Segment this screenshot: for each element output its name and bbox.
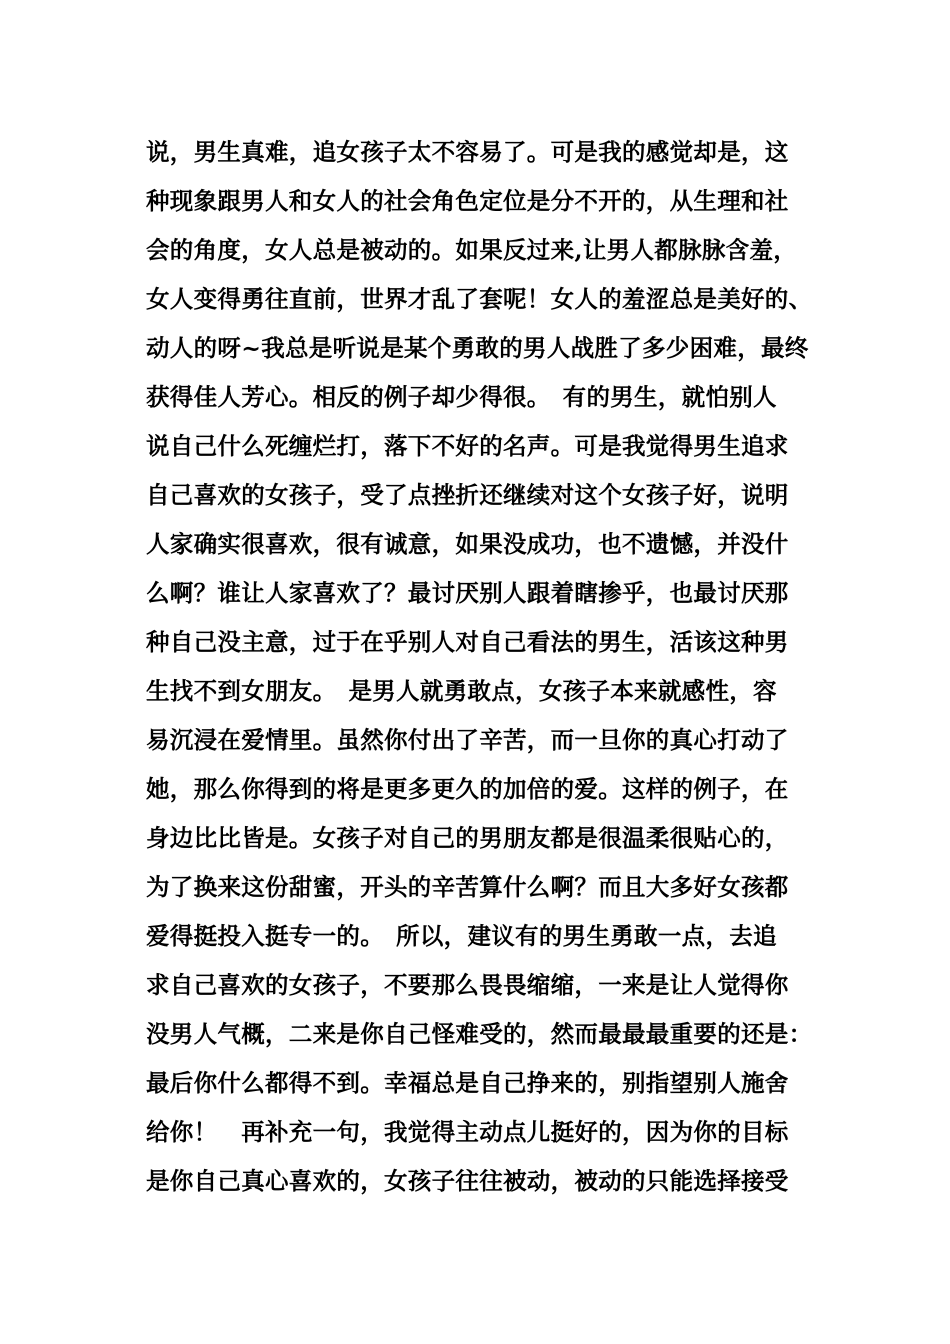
text-line: 女人变得勇往直前，世界才乱了套呢！女人的羞涩总是美好的、 — [146, 285, 813, 313]
text-line: 她，那么你得到的将是更多更久的加倍的爱。这样的例子，在 — [146, 775, 789, 803]
text-line: 种现象跟男人和女人的社会角色定位是分不开的，从生理和社 — [146, 187, 789, 215]
text-line: 易沉浸在爱情里。虽然你付出了辛苦，而一旦你的真心打动了 — [146, 726, 789, 754]
text-line: 动人的呀~我总是听说是某个勇敢的男人战胜了多少困难，最终 — [146, 334, 809, 362]
text-line: 为了换来这份甜蜜，开头的辛苦算什么啊？而且大多好女孩都 — [146, 873, 789, 901]
text-line: 是你自己真心喜欢的，女孩子往往被动，被动的只能选择接受 — [146, 1167, 789, 1195]
text-line: 给你！ 再补充一句，我觉得主动点儿挺好的，因为你的目标 — [146, 1118, 789, 1146]
text-line: 求自己喜欢的女孩子，不要那么畏畏缩缩，一来是让人觉得你 — [146, 971, 789, 999]
text-line: 么啊？谁让人家喜欢了？最讨厌别人跟着瞎掺乎，也最讨厌那 — [146, 579, 789, 607]
text-line: 生找不到女朋友。 是男人就勇敢点，女孩子本来就感性，容 — [146, 677, 777, 705]
text-line: 获得佳人芳心。相反的例子却少得很。 有的男生，就怕别人 — [146, 383, 777, 411]
text-line: 自己喜欢的女孩子，受了点挫折还继续对这个女孩子好，说明 — [146, 481, 789, 509]
text-line: 会的角度，女人总是被动的。如果反过来,让男人都脉脉含羞， — [146, 236, 798, 264]
text-line: 种自己没主意，过于在乎别人对自己看法的男生，活该这种男 — [146, 628, 789, 656]
text-line: 说，男生真难，追女孩子太不容易了。可是我的感觉却是，这 — [146, 138, 789, 166]
body-text — [146, 128, 826, 1206]
text-line: 身边比比皆是。女孩子对自己的男朋友都是很温柔很贴心的， — [146, 824, 789, 852]
text-line: 没男人气概，二来是你自己怪难受的，然而最最最重要的还是： — [146, 1020, 813, 1048]
text-line: 说自己什么死缠烂打，落下不好的名声。可是我觉得男生追求 — [146, 432, 789, 460]
text-line: 最后你什么都得不到。幸福总是自己挣来的，别指望别人施舍 — [146, 1069, 789, 1097]
text-line: 人家确实很喜欢，很有诚意，如果没成功，也不遗憾，并没什 — [146, 530, 789, 558]
text-line: 爱得挺投入挺专一的。 所以，建议有的男生勇敢一点，去追 — [146, 922, 777, 950]
